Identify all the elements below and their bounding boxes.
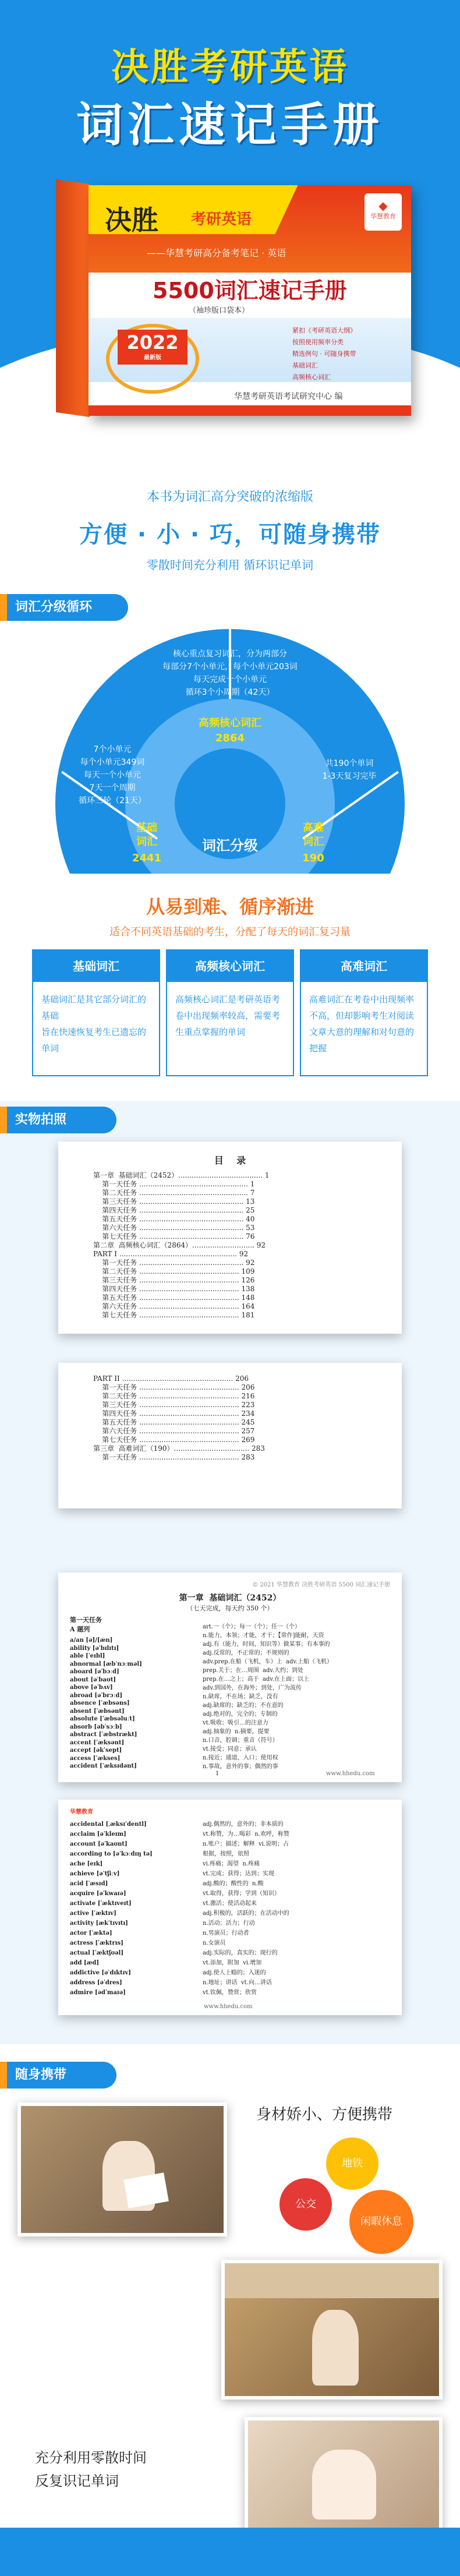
definition: n.活动；活力；行动 <box>203 1920 255 1927</box>
word: able [ˈeɪbl] <box>70 1653 105 1659</box>
cycle-hard-text <box>303 757 396 783</box>
intro-line3: 零散时间充分利用 循环识记单词 <box>146 558 314 572</box>
definition: vt.完成；获得；达到；实现 <box>203 1871 274 1877</box>
definition: adj.积极的，活跃的；在活动中的 <box>203 1910 289 1917</box>
word: aboard [əˈbɔːd] <box>70 1669 119 1675</box>
bubble-subway: 地铁 <box>326 2137 378 2190</box>
book-shape <box>123 2172 169 2208</box>
cycle-hard-line: 共190个单词 <box>325 759 374 768</box>
logo-icon: ◆ <box>378 199 388 213</box>
intro-headline: 方便 · 小 · 巧，可随身携带 <box>79 521 381 548</box>
word: abnormal [æbˈnɔːməl] <box>70 1660 142 1667</box>
person-silhouette <box>312 2450 376 2520</box>
definition: art.一（个）；每一（个）；任一（个） <box>203 1624 300 1630</box>
definition: adj.实际的，真实的；现行的 <box>203 1950 278 1956</box>
cycle-hard-count: 190 <box>302 852 324 864</box>
toc-line: 第三天任务 ............................................. 126 <box>93 1276 255 1284</box>
section-tag-label: 词汇分级循环 <box>15 600 93 614</box>
card-body: 基础词汇是其它部分词汇的基础 旨在快速恢复考生已遗忘的单词 <box>41 994 147 1054</box>
toc-line: 第六天任务 ............................................. 164 <box>93 1302 255 1310</box>
definition: adj.使人上瘾的；入迷的 <box>203 1970 266 1976</box>
definition: adj.缺席的；缺乏的；不在意的 <box>203 1702 284 1709</box>
card-body: 高频核心词汇是考研英语考卷中出现频率较高，需要考生重点掌握的单词 <box>175 994 281 1037</box>
toc-line: 第四天任务 ............................................. 234 <box>93 1409 255 1418</box>
definition: adj.酸的；酸性的 n.酸 <box>203 1881 264 1887</box>
toc-page-2 <box>58 1363 402 1508</box>
portable-line2: 充分利用零散时间 <box>35 2450 147 2466</box>
group-title: A 题列 <box>70 1626 90 1633</box>
card-core <box>166 949 294 1076</box>
cycle-basic-line: 循环三轮（21天） <box>79 796 146 805</box>
toc-line: 第一天任务 ............................................... 92 <box>93 1259 255 1267</box>
definition: n.账户；描述；解释 vi.说明；占 <box>203 1841 289 1847</box>
cycle-center-label: 词汇分级 <box>202 838 258 854</box>
word: actress [ˈæktrɪs] <box>70 1940 123 1946</box>
word: ache [eɪk] <box>70 1861 103 1867</box>
definition: n.接近；通道，入口；使用权 <box>203 1755 278 1761</box>
word: accept [əkˈsept] <box>70 1747 122 1754</box>
word: accident [ˈæksɪdənt] <box>70 1763 137 1769</box>
card-basic <box>32 949 160 1076</box>
book-bullets <box>292 325 403 383</box>
toc-line: PART I ..................................................... 92 <box>93 1250 249 1258</box>
word: access [ˈækses] <box>70 1755 121 1762</box>
word: accent [ˈæksənt] <box>70 1739 125 1746</box>
cycle-hard-line: 1-3天复习完毕 <box>322 772 377 781</box>
cycle-core-line: 核心重点复习词汇，分为两部分 <box>173 649 287 659</box>
word: admire [ədˈmaɪə] <box>70 1990 126 1996</box>
photo-reading <box>17 2103 227 2236</box>
cycle-core-count: 2864 <box>215 732 245 744</box>
cycle-basic-line: 每个小单元349词 <box>80 758 145 767</box>
train-window <box>225 2263 443 2298</box>
definition: vt.取得，获得；学到（知识） <box>203 1891 280 1897</box>
book-year: 2022 <box>126 331 179 354</box>
word: active [ˈæktɪv] <box>70 1910 116 1917</box>
page-logo: 华慧教育 <box>70 1809 93 1815</box>
section-tag-cycle <box>0 594 128 621</box>
definition: vt.吸收；吸引…的注意力 <box>203 1720 268 1726</box>
page-number: 1 <box>215 1771 220 1777</box>
definition: n.男演员；行动者 <box>203 1930 249 1937</box>
card-title: 基础词汇 <box>33 950 159 982</box>
word: acquire [əˈkwaɪə] <box>70 1891 126 1897</box>
book-big-title: 5500词汇速记手册 <box>153 278 347 303</box>
toc-line: 第六天任务 ............................................. 257 <box>93 1427 255 1435</box>
book-bullet: 紧扣《考研英语大纲》 <box>292 327 356 334</box>
cycle-core-text <box>143 648 317 699</box>
toc-line: 第三天任务 ............................................. 223 <box>93 1401 255 1409</box>
content-page-2 <box>58 1800 402 2015</box>
hero-title-line1: 决胜考研英语 <box>111 46 349 89</box>
book-subtitle: 考研英语 <box>191 211 252 228</box>
cycle-core-label: 高频核心词汇 <box>199 717 261 729</box>
toc-page <box>58 1142 402 1334</box>
toc-line: 第七天任务 ............................................. 269 <box>93 1436 255 1444</box>
page-footer-url: www.hhedu.com <box>204 2003 253 2010</box>
portable-line3: 反复识记单词 <box>35 2473 119 2489</box>
photo-leisure <box>245 2417 443 2533</box>
cycle-basic-text <box>57 743 168 807</box>
cycle-core-line: 每部分7个小单元，每个小单元203词 <box>162 662 298 672</box>
word: a/an [ə]/[æn] <box>70 1637 113 1644</box>
definition: n.缺席，不在场；缺乏，没有 <box>203 1694 278 1700</box>
toc-heading: 目 录 <box>214 1155 246 1166</box>
book-title: 决胜 <box>105 204 158 236</box>
card-title: 高难词汇 <box>301 950 427 982</box>
book-bullet: 精选例句 · 可随身携带 <box>292 350 356 358</box>
word: absent [ˈæbsənt] <box>70 1708 125 1715</box>
toc-line: 第一天任务 ................................................. 1 <box>93 1180 255 1188</box>
card-body: 高难词汇在考卷中出现频率不高，但却影响考生对阅读文章大意的理解和对句意的把握 <box>309 994 415 1054</box>
toc-line: 第四天任务 ............................................. 138 <box>93 1285 255 1293</box>
cycle-core-line: 每天完成一个小单元 <box>193 675 267 684</box>
word: actor [ˈæktə] <box>70 1930 112 1937</box>
toc-line: 第五天任务 ............................................. 245 <box>93 1418 255 1426</box>
intro-line1: 本书为词汇高分突破的浓缩版 <box>146 490 313 504</box>
definition: vt.称赞，为…喝彩 n.欢呼，称赞 <box>203 1831 289 1838</box>
word: achieve [əˈtʃiːv] <box>70 1871 120 1877</box>
photo-train <box>221 2260 443 2400</box>
progression-heading: 从易到难、循序渐进 <box>146 896 314 918</box>
book-bullet: 基础词汇 <box>292 362 318 369</box>
word: above [əˈbʌv] <box>70 1684 113 1691</box>
toc-line: PART II .................................................. 206 <box>93 1374 249 1383</box>
definition: adj.反常的，不正常的；不规则的 <box>203 1650 289 1656</box>
toc-line: 第一天任务 ............................................. 206 <box>93 1383 255 1391</box>
cycle-basic-line: 7天一个周期 <box>89 783 136 793</box>
page-footer-url: www.hhedu.com <box>326 1771 375 1777</box>
word: about [əˈbaʊt] <box>70 1676 116 1683</box>
person-silhouette <box>312 2310 359 2386</box>
word: absolute [ˈæbsəluːt] <box>70 1716 135 1722</box>
definition: n.能力，本领；才能，才干；【常作]能耐，天资 <box>203 1632 324 1639</box>
definition: adj.偶然的，意外的；非本质的 <box>203 1821 284 1828</box>
bubble-bus: 公交 <box>279 2178 332 2231</box>
bottom-band <box>0 2528 460 2576</box>
definition: prep.在…之上；高于 adv.在上面；以上 <box>203 1676 310 1683</box>
toc-line: 第二天任务 ............................................. 109 <box>93 1267 255 1275</box>
section-tag-label: 实物拍照 <box>15 1112 67 1127</box>
toc-line: 第一章 基础词汇（2452）...................................... 1 <box>93 1171 270 1179</box>
definition: prep.关于；在…周围 adv.大约；到处 <box>203 1667 304 1674</box>
progression-sub: 适合不同英语基础的考生，分配了每天的词汇复习量 <box>109 926 351 938</box>
word: addictive [əˈdɪktɪv] <box>70 1970 132 1976</box>
definition: vt.接受；同意；承认 <box>203 1746 257 1752</box>
book-cover <box>89 185 411 416</box>
section-tag-label: 随身携带 <box>15 2068 67 2082</box>
book-spine <box>56 179 90 417</box>
word: account [əˈkaʊnt] <box>70 1841 128 1847</box>
word: acid [ˈæsɪd] <box>70 1881 108 1887</box>
section-tag-photos <box>0 1107 116 1133</box>
definition: adv.prep.在船（飞机，车）上 adv.上船（飞机） <box>203 1659 333 1665</box>
content-page <box>58 1573 402 1782</box>
cycle-hard-label: 高难 词汇 <box>303 822 324 848</box>
word-column <box>70 1819 198 1998</box>
toc-line: 第四天任务 ............................................... 25 <box>93 1206 255 1214</box>
hero-title-line2: 词汇速记手册 <box>76 98 384 152</box>
task-title: 第一天任务 <box>70 1616 102 1624</box>
toc-line: 第三天任务 ............................................... 13 <box>93 1197 255 1206</box>
word: add [æd] <box>70 1960 100 1966</box>
cycle-basic-label: 基础 词汇 <box>136 822 157 848</box>
definition: n.地址；讲话 vt.向…讲话 <box>203 1980 272 1986</box>
book-author: 华慧考研英语考试研究中心 编 <box>234 392 343 401</box>
definition: adv.到国外，在海外；到处，广为流传 <box>203 1685 302 1691</box>
definition: n.女演员 <box>203 1940 226 1946</box>
book-edition: （袖珍版口袋本） <box>189 306 250 315</box>
definition: adj.抽象的 n.摘要，提要 <box>203 1729 270 1735</box>
word: according to [əˈkɔːdɪŋ tə] <box>70 1851 153 1857</box>
toc-line: 第六天任务 ............................................... 53 <box>93 1224 255 1232</box>
definition: vt.钦佩，赞赏；欣赏 <box>203 1990 257 1996</box>
definition: vt.激活；使活动起来 <box>203 1900 257 1907</box>
cycle-basic-line: 每天一个小单元 <box>84 771 141 780</box>
definition: n.事故，意外的事；偶然的事 <box>203 1764 278 1770</box>
word: ability [əˈbɪlɪtɪ] <box>70 1645 119 1652</box>
toc-line: 第七天任务 ............................................... 76 <box>93 1232 255 1241</box>
word: acclaim [əˈkleɪm] <box>70 1831 126 1838</box>
definition: adj.绝对的，完全的；专制的 <box>203 1711 278 1718</box>
word: actual [ˈæktʃʊəl] <box>70 1950 124 1956</box>
word: abstract [ˈæbstrækt] <box>70 1732 137 1738</box>
definition-column <box>203 1623 395 1771</box>
cycle-basic-line: 7个小单元 <box>93 745 132 754</box>
definition: vt.添加，附加 vi.增加 <box>203 1960 262 1966</box>
toc-line: 第五天任务 ............................................... 40 <box>93 1215 255 1223</box>
book-bullet: 按照使用频率分类 <box>292 338 344 346</box>
toc-line: 第五天任务 ............................................. 148 <box>93 1294 255 1302</box>
hero-banner <box>0 0 460 448</box>
definition: vi.疼痛；渴望 n.疼痛 <box>203 1861 260 1867</box>
book-year-badge <box>118 330 187 365</box>
word-column <box>70 1637 198 1771</box>
definition-column <box>203 1819 395 1998</box>
word: abroad [əˈbrɔːd] <box>70 1692 123 1699</box>
toc-line: 第三章 高难词汇（190）.................................. 283 <box>93 1444 265 1453</box>
word: activate [ˈæktɪveɪt] <box>70 1900 132 1907</box>
section-tag-portable <box>0 2062 116 2089</box>
cycle-basic-count: 2441 <box>132 852 162 864</box>
card-title: 高频核心词汇 <box>167 950 293 982</box>
definition: n.口音，腔调；重音（符号） <box>203 1737 278 1744</box>
publisher-logo-text: 华慧教育 <box>370 213 396 220</box>
page-header: © 2021 华慧教育 决胜考研英语 5500 词汇速记手册 <box>252 1582 390 1588</box>
bubble-leisure: 闲暇休息 <box>349 2190 413 2254</box>
word: absorb [əbˈsɔːb] <box>70 1723 122 1730</box>
portable-line1: 身材娇小、方便携带 <box>256 2106 393 2123</box>
book-footer-bar <box>89 405 411 416</box>
word: absence [ˈæbsəns] <box>70 1700 130 1706</box>
word: address [əˈdres] <box>70 1980 122 1986</box>
word: activity [ækˈtɪvɪtɪ] <box>70 1920 128 1927</box>
book-series: ——华慧考研高分备考笔记 · 英语 <box>147 248 286 259</box>
toc-line: 第二章 高频核心词汇（2864）............................ 92 <box>93 1241 266 1249</box>
toc-line: 第二天任务 ................................................. 7 <box>93 1189 255 1197</box>
cycle-core-line: 循环3个小周期（42天） <box>185 688 275 697</box>
toc-line: 第七天任务 ............................................. 181 <box>93 1311 255 1319</box>
chapter-title: 第一章 基础词汇（2452） <box>179 1593 281 1603</box>
definition: adj.有（能力，时间，知识等）做某事；有本事的 <box>203 1641 330 1648</box>
book-year-sub: 最新版 <box>144 355 161 361</box>
word: accidental [ˌæksɪˈdentl] <box>70 1821 147 1828</box>
toc-line: 第一天任务 ............................................. 283 <box>93 1453 255 1461</box>
card-hard <box>300 949 428 1076</box>
publisher-logo <box>365 193 402 231</box>
toc-line: 第二天任务 ............................................. 216 <box>93 1392 255 1400</box>
book-bullet: 高频核心词汇 <box>292 373 331 381</box>
definition: 根据，按照，依照 <box>203 1851 249 1857</box>
chapter-subtitle: （七天完成，每天约 350 个） <box>186 1605 274 1612</box>
